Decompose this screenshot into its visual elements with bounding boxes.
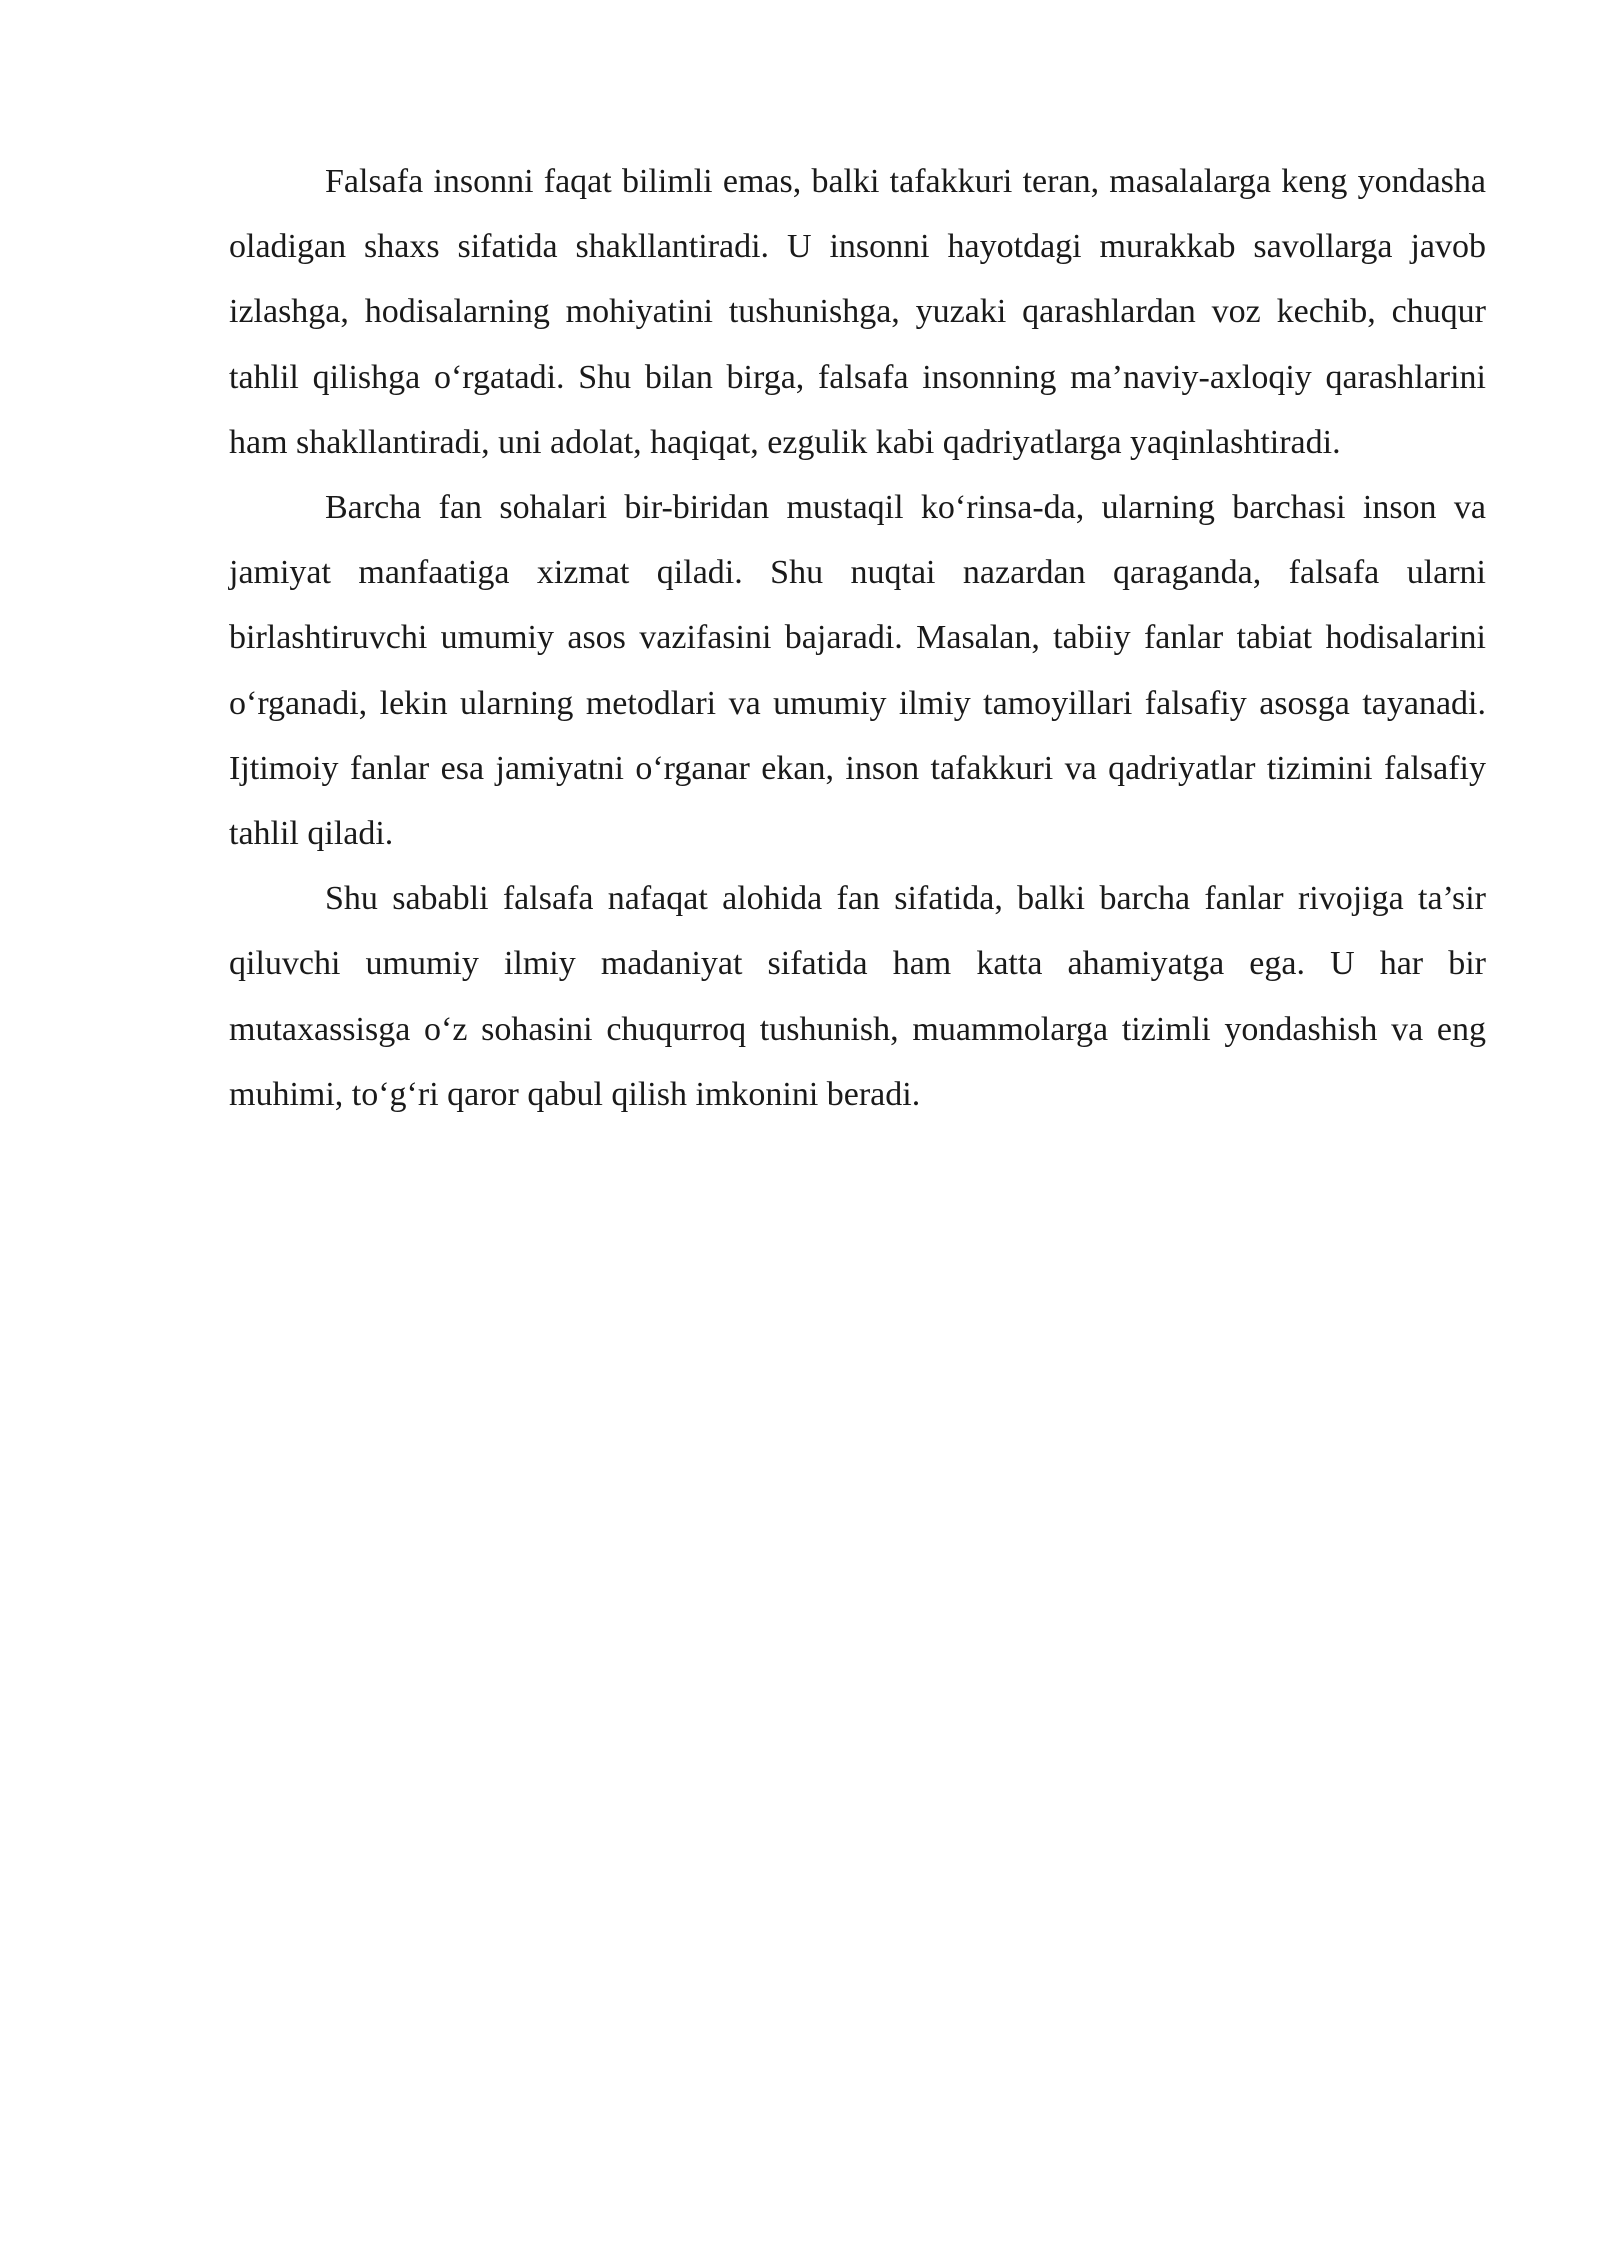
paragraph-2: Barcha fan sohalari bir-biridan mustaqil ko‘rinsa-da, ularning barchasi inson va jamiyat manfaatiga xizmat qiladi. Shu nuqtai nazardan qaraganda, falsafa ularni birlashtiruvchi umumiy asos vazifasini bajaradi. Masalan, tabiiy fanlar tabiat hodisalarini o‘rganadi, lekin ularning metodlari va umumiy ilmiy tamoyillari falsafiy asosga tayanadi. Ijtimoiy fanlar esa jamiyatni o‘rganar ekan, inson tafakkuri va qadriyatlar tizimini falsafiy tahlil qiladi. [229, 489, 1486, 853]
paragraph-3: Shu sababli falsafa nafaqat alohida fan sifatida, balki barcha fanlar rivojiga ta’sir qiluvchi umumiy ilmiy madaniyat sifatida ham katta ahamiyatga ega. U har bir mutaxassisga o‘z sohasini chuqurroq tushunish, muammolarga tizimli yondashish va eng muhimi, to‘g‘ri qaror qabul qilish imkonini beradi. [229, 880, 1486, 1113]
paragraph-1: Falsafa insonni faqat bilimli emas, balki tafakkuri teran, masalalarga keng yondasha oladigan shaxs sifatida shakllantiradi. U insonni hayotdagi murakkab savollarga javob izlashga, hodisalarning mohiyatini tushunishga, yuzaki qarashlardan voz kechib, chuqur tahlil qilishga o‘rgatadi. Shu bilan birga, falsafa insonning ma’naviy-axloqiy qarashlarini ham shakllantiradi, uni adolat, haqiqat, ezgulik kabi qadriyatlarga yaqinlashtiradi. [229, 163, 1486, 461]
document-body [229, 149, 1486, 1127]
